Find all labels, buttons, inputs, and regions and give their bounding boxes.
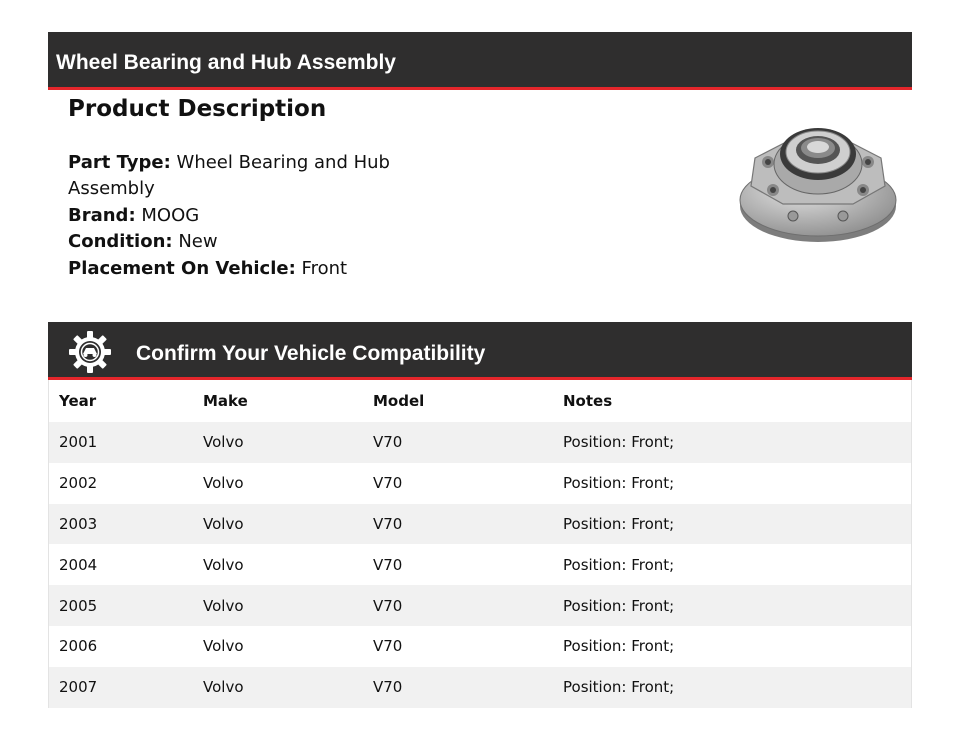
cell-model: V70 [373,596,403,615]
table-row [49,463,911,504]
table-row [49,422,911,463]
spec-value: Front [301,257,348,279]
gear-car-icon [68,330,112,374]
cell-model: V70 [373,678,403,697]
title-bar [48,32,912,90]
column-header-year: Year [59,392,97,410]
cell-year: 2006 [59,637,98,656]
spec-brand [68,203,408,229]
cell-model: V70 [373,555,403,574]
spec-value: Wheel Bearing and Hub Assembly [68,152,390,200]
column-header-model: Model [373,392,425,410]
cell-notes: Position: Front; [563,596,675,615]
table-row [49,667,911,708]
cell-year: 2005 [59,596,98,615]
cell-year: 2001 [59,433,98,452]
compatibility-table [49,380,911,708]
cell-notes: Position: Front; [563,514,675,533]
column-header-notes: Notes [563,392,613,410]
column-header-make: Make [203,392,248,410]
spec-value: MOOG [141,204,200,226]
cell-make: Volvo [203,596,244,615]
cell-model: V70 [373,474,403,493]
cell-notes: Position: Front; [563,678,675,697]
cell-notes: Position: Front; [563,555,675,574]
cell-model: V70 [373,637,403,656]
cell-make: Volvo [203,678,244,697]
spec-label: Placement On Vehicle: [68,257,296,279]
cell-model: V70 [373,433,403,452]
spec-placement [68,256,408,282]
cell-make: Volvo [203,433,244,452]
compatibility-title: Confirm Your Vehicle Compatibility [136,342,486,365]
table-row [49,585,911,626]
cell-model: V70 [373,514,403,533]
cell-make: Volvo [203,555,244,574]
table-row [49,626,911,667]
spec-label: Part Type: [68,152,171,173]
compatibility-bar [48,322,912,380]
cell-make: Volvo [203,637,244,656]
spec-value: New [178,231,218,253]
cell-year: 2003 [59,514,98,533]
spec-label: Condition: [68,231,173,253]
page-title: Wheel Bearing and Hub Assembly [56,51,396,74]
spec-part-type [68,150,408,203]
table-row [49,544,911,585]
cell-notes: Position: Front; [563,637,675,656]
cell-notes: Position: Front; [563,433,675,452]
cell-notes: Position: Front; [563,474,675,493]
wheel-hub-assembly-image [735,118,901,248]
cell-make: Volvo [203,474,244,493]
table-header-row [49,380,911,422]
spec-condition [68,229,408,255]
product-specs [68,150,408,282]
cell-year: 2002 [59,474,98,493]
spec-label: Brand: [68,204,136,226]
cell-year: 2007 [59,678,98,697]
table-row [49,504,911,545]
compatibility-table-container [48,380,912,708]
product-description-heading: Product Description [68,96,327,122]
cell-make: Volvo [203,514,244,533]
cell-year: 2004 [59,555,98,574]
